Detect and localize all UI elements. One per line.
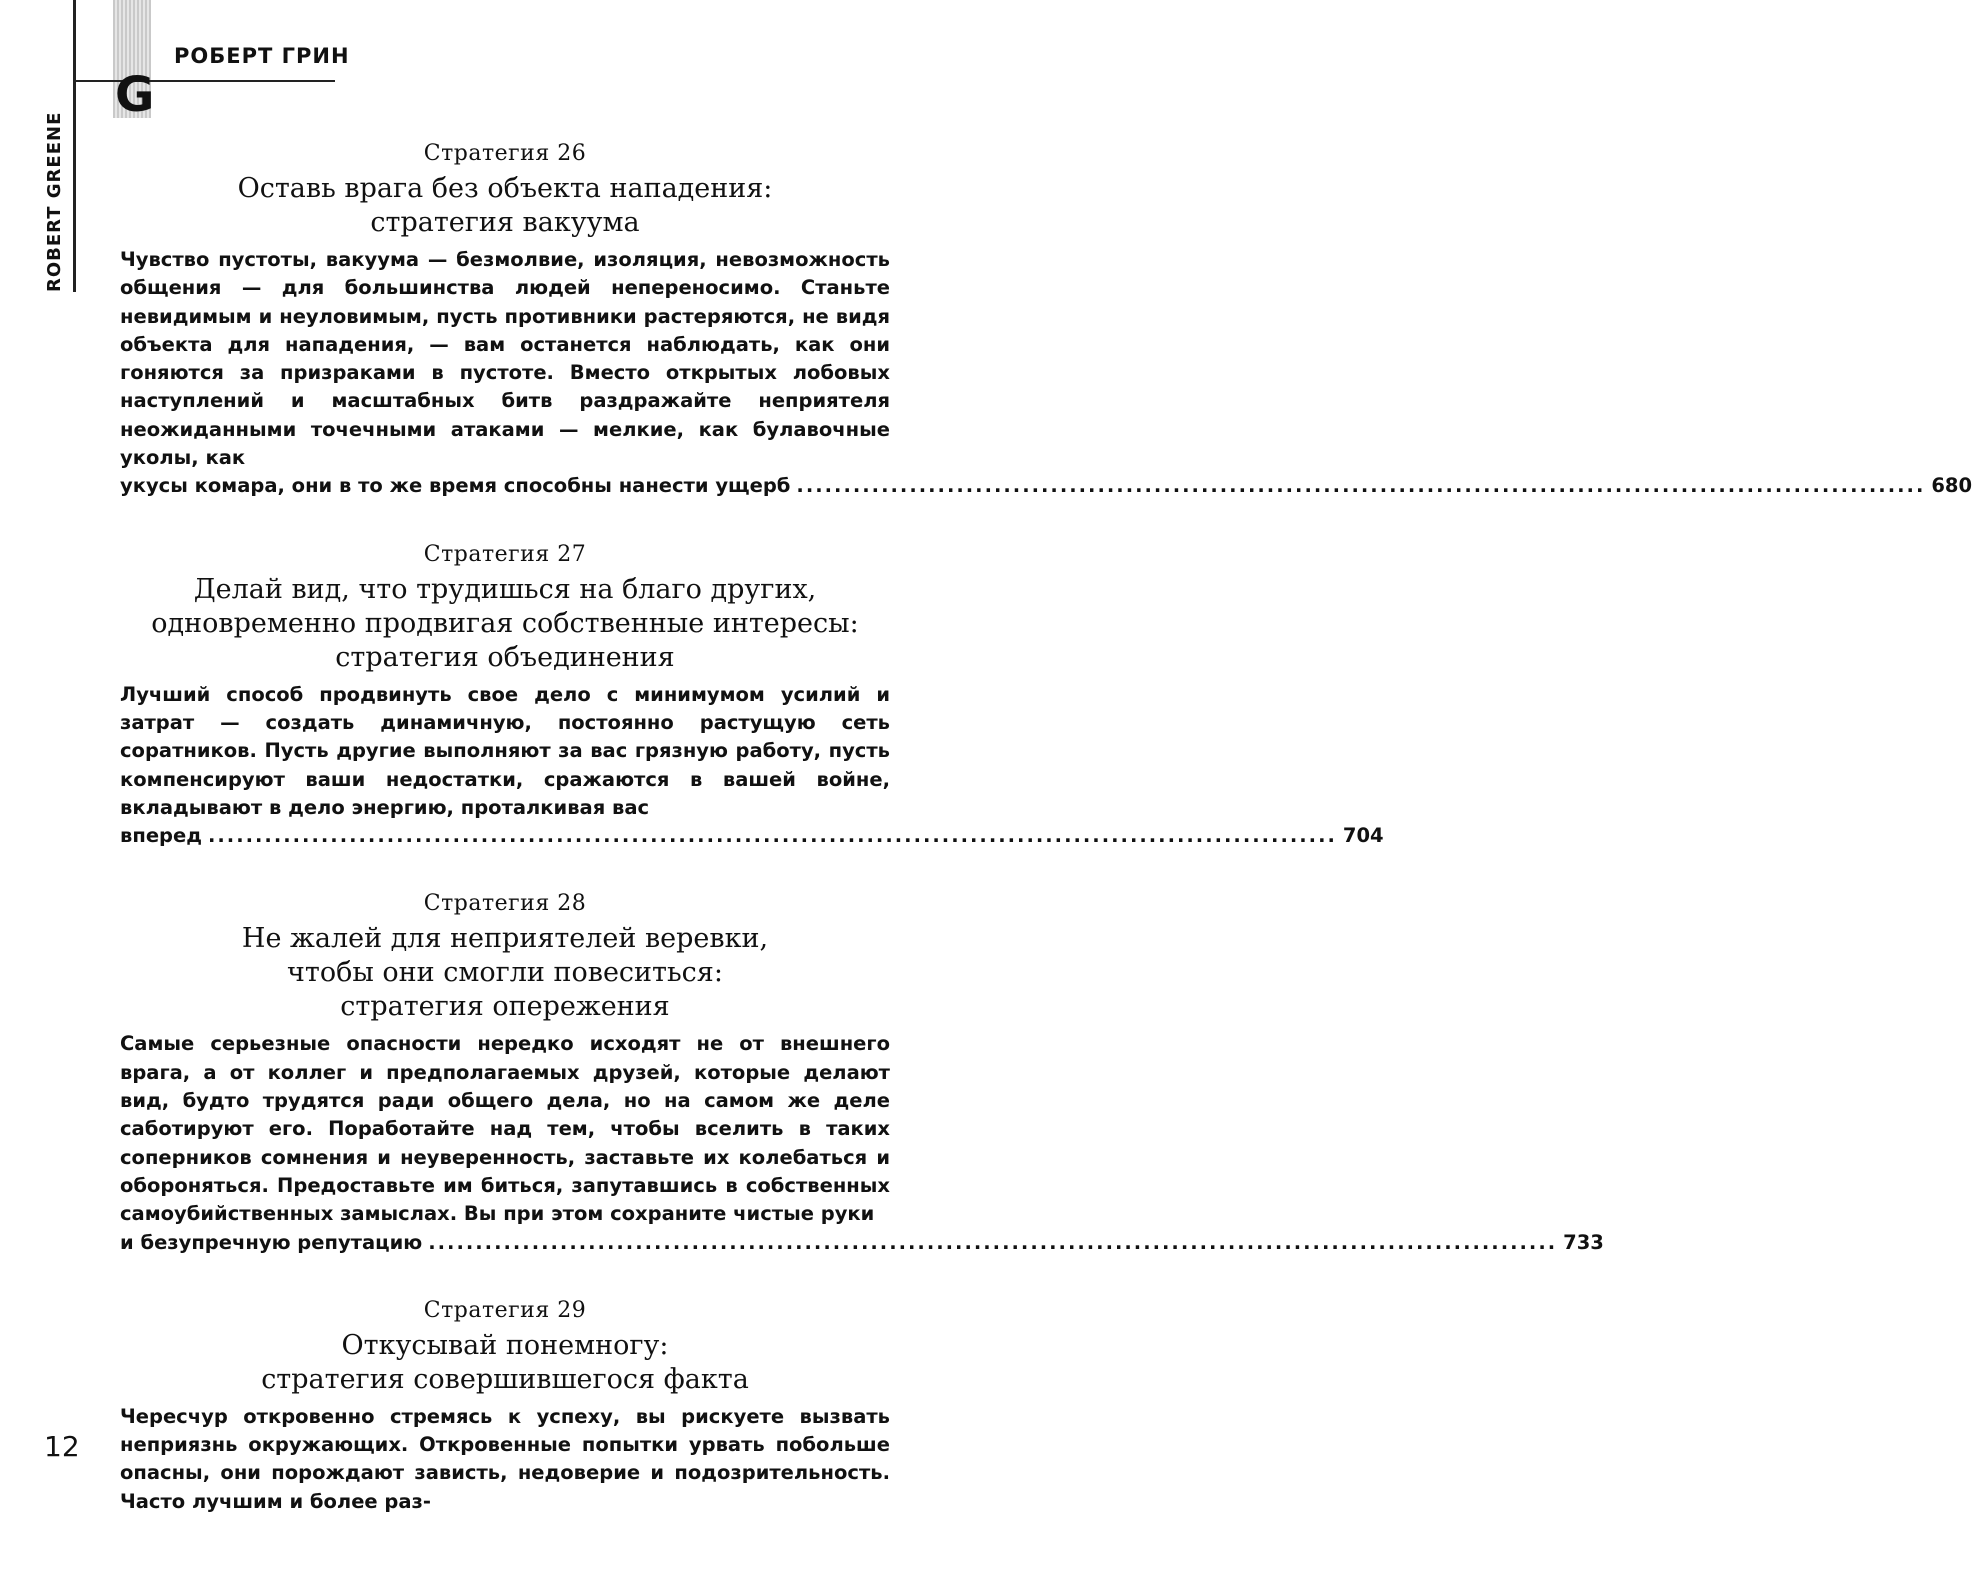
page-number: 12 bbox=[44, 1430, 80, 1463]
strategy-title-line: Не жалей для неприятелей веревки, bbox=[241, 923, 769, 955]
toc-content bbox=[120, 138, 1972, 1554]
toc-entry-strategy-29 bbox=[120, 1295, 890, 1516]
toc-page-number: 733 bbox=[1563, 1230, 1604, 1254]
strategy-title-line: одновременно продвигая собственные интересы: bbox=[151, 607, 859, 639]
spine-author-latin: ROBERT GREENE bbox=[44, 111, 65, 292]
strategy-title-line: Делай вид, что трудишься на благо других, bbox=[193, 573, 817, 605]
leader-dots: ........................................................................................................................ bbox=[428, 1230, 1558, 1254]
toc-page-number: 704 bbox=[1342, 824, 1384, 848]
toc-entry-strategy-28 bbox=[120, 888, 1604, 1256]
strategy-title bbox=[120, 172, 890, 240]
strategy-title-line: стратегия вакуума bbox=[370, 207, 640, 238]
toc-entry-strategy-26 bbox=[120, 138, 1972, 501]
toc-entry-strategy-27 bbox=[120, 539, 1384, 851]
strategy-title-line: чтобы они смогли повеситься: bbox=[287, 957, 723, 989]
strategy-description-text: Самые серьезные опасности нередко исходят не от внешнего врага, а от коллег и предполагаемых друзей, которые делают вид, будто трудятся ради общего дела, но на самом же деле саботируют его. Поработайте над тем, чтобы вселить в таких соперников сомнения и неуверенность, заставьте их колебаться и обороняться. Предоставьте им биться, запутавшись в собственных самоубийственных замыслах. Вы при этом сохраните чистые руки bbox=[120, 1032, 890, 1226]
strategy-description-text: Чересчур откровенно стремясь к успеху, вы рискуете вызвать неприязнь окружающих. Откровенные попытки урвать побольше опасны, они порождают зависть, недоверие и подозрительность. Часто лучшим и более раз- bbox=[120, 1404, 890, 1513]
toc-leader-line bbox=[120, 822, 1384, 850]
description-last-line: вперед bbox=[120, 824, 202, 848]
header-vertical-rule bbox=[73, 0, 76, 292]
strategy-number: Стратегия 29 bbox=[423, 1297, 587, 1323]
strategy-description bbox=[120, 1030, 1604, 1256]
leader-dots: ........................................................................................................................ bbox=[207, 824, 1337, 848]
strategy-title bbox=[120, 573, 890, 675]
strategy-description-text: Лучший способ продвинуть свое дело с минимумом усилий и затрат — создать динамичную, постоянно растущую сеть соратников. Пусть другие выполняют за вас грязную работу, пусть компенсируют ваши недостатки, сражаются в вашей войне, вкладывают в дело энергию, проталкивая вас bbox=[120, 682, 890, 819]
strategy-description bbox=[120, 681, 1384, 851]
strategy-description bbox=[120, 1403, 890, 1516]
strategy-number: Стратегия 28 bbox=[423, 891, 587, 917]
leader-dots: ........................................................................................................................ bbox=[796, 474, 1926, 498]
strategy-title-line: стратегия объединения bbox=[335, 641, 675, 673]
strategy-title-line: стратегия опережения bbox=[340, 991, 670, 1023]
strategy-description bbox=[120, 246, 1972, 501]
strategy-title-line: стратегия совершившегося факта bbox=[261, 1363, 749, 1395]
strategy-number: Стратегия 26 bbox=[423, 141, 587, 166]
toc-leader-line bbox=[120, 1229, 1604, 1257]
description-last-line: и безупречную репутацию bbox=[120, 1230, 423, 1254]
toc-page-number: 680 bbox=[1931, 474, 1972, 498]
toc-leader-line bbox=[120, 472, 1972, 500]
strategy-title-line: Оставь врага без объекта нападения: bbox=[237, 173, 773, 204]
description-last-line: укусы комара, они в то же время способны нанести ущерб bbox=[120, 474, 791, 498]
strategy-title bbox=[120, 922, 890, 1024]
header-horizontal-rule bbox=[73, 80, 335, 82]
strategy-title bbox=[120, 1329, 890, 1397]
logo-letter: G bbox=[115, 67, 155, 123]
strategy-number: Стратегия 27 bbox=[423, 541, 587, 567]
strategy-description-text: Чувство пустоты, вакуума — безмолвие, изоляция, невозможность общения — для большинства людей непереносимо. Станьте невидимым и неуловимым, пусть противники растеряются, не видя объекта для нападения, — вам останется наблюдать, как они гоняются за призраками в пустоте. Вместо открытых лобовых наступлений и масштабных битв раздражайте неприятеля неожиданными точечными атаками — мелкие, как булавочные уколы, как bbox=[120, 248, 890, 470]
running-head-author: РОБЕРТ ГРИН bbox=[174, 44, 350, 68]
strategy-title-line: Откусывай понемногу: bbox=[341, 1329, 669, 1361]
